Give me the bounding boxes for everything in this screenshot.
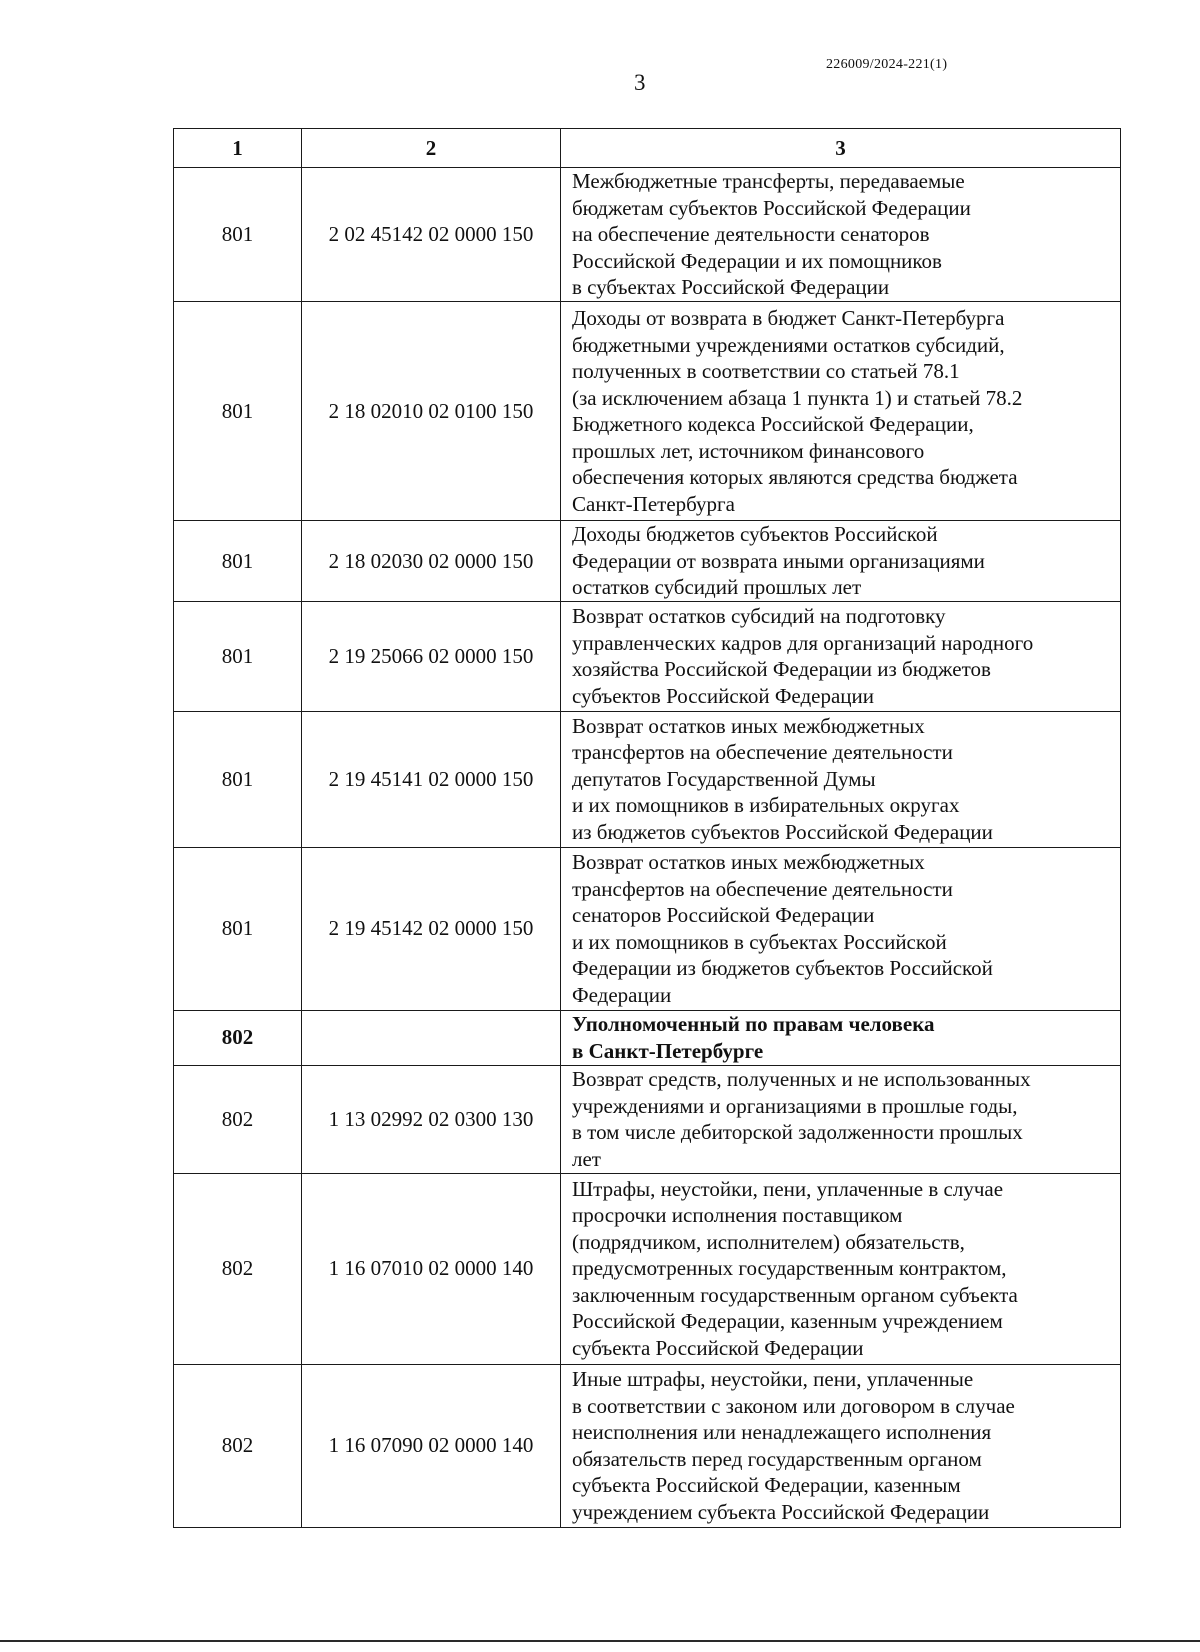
admin-code-cell: 801 [174, 601, 302, 711]
admin-code-cell: 802 [174, 1364, 302, 1527]
column-header-2: 2 [302, 129, 561, 168]
section-title-cell: Уполномоченный по правам человека в Санкт-Петербурге [561, 1010, 1121, 1065]
admin-code-cell: 801 [174, 521, 302, 602]
document-registration-number: 226009/2024-221(1) [826, 57, 948, 72]
admin-code-cell: 801 [174, 711, 302, 847]
table-row [174, 1065, 1121, 1173]
table-row [174, 168, 1121, 302]
revenue-code-cell: 2 19 45142 02 0000 150 [302, 847, 561, 1010]
admin-code-cell: 802 [174, 1010, 302, 1065]
revenue-code-cell: 2 02 45142 02 0000 150 [302, 168, 561, 302]
table-row [174, 847, 1121, 1010]
description-cell: Возврат остатков субсидий на подготовку управленческих кадров для организаций народного хозяйства Российской Федерации из бюджетов субъектов Российской Федерации [561, 601, 1121, 711]
table-row [174, 302, 1121, 521]
table-row [174, 601, 1121, 711]
description-cell: Возврат остатков иных межбюджетных трансфертов на обеспечение деятельности депутатов Государственной Думы и их помощников в избирательных округах из бюджетов субъектов Российской Федерации [561, 711, 1121, 847]
revenue-code-cell: 2 18 02010 02 0100 150 [302, 302, 561, 521]
revenue-code-cell: 1 13 02992 02 0300 130 [302, 1065, 561, 1173]
admin-code-cell: 801 [174, 302, 302, 521]
description-cell: Межбюджетные трансферты, передаваемые бюджетам субъектов Российской Федерации на обеспечение деятельности сенаторов Российской Федерации и их помощников в субъектах Российской Федерации [561, 168, 1121, 302]
description-cell: Штрафы, неустойки, пени, уплаченные в случае просрочки исполнения поставщиком (подрядчиком, исполнителем) обязательств, предусмотренных государственным контрактом, заключенным государственным органом субъекта Российской Федерации, казенным учреждением субъекта Российской Федерации [561, 1173, 1121, 1364]
table-row [174, 1364, 1121, 1527]
revenue-code-cell: 2 19 45141 02 0000 150 [302, 711, 561, 847]
revenue-code-cell: 1 16 07090 02 0000 140 [302, 1364, 561, 1527]
description-cell: Доходы бюджетов субъектов Российской Федерации от возврата иными организациями остатков субсидий прошлых лет [561, 521, 1121, 602]
revenue-code-cell: 2 19 25066 02 0000 150 [302, 601, 561, 711]
description-cell: Возврат средств, полученных и не использованных учреждениями и организациями в прошлые годы, в том числе дебиторской задолженности прошлых лет [561, 1065, 1121, 1173]
revenue-code-cell [302, 1010, 561, 1065]
revenue-code-cell: 2 18 02030 02 0000 150 [302, 521, 561, 602]
scan-bottom-edge-line [0, 1640, 1200, 1642]
page-number: 3 [634, 70, 646, 95]
description-cell: Доходы от возврата в бюджет Санкт-Петербурга бюджетными учреждениями остатков субсидий, полученных в соответствии со статьей 78.1 (за исключением абзаца 1 пункта 1) и статьей 78.2 Бюджетного кодекса Российской Федерации, прошлых лет, источником финансового обеспечения которых являются средства бюджета Санкт-Петербурга [561, 302, 1121, 521]
admin-code-cell: 801 [174, 847, 302, 1010]
admin-code-cell: 802 [174, 1065, 302, 1173]
admin-code-cell: 802 [174, 1173, 302, 1364]
revenue-code-cell: 1 16 07010 02 0000 140 [302, 1173, 561, 1364]
table-header-row [174, 129, 1121, 168]
column-header-3: 3 [561, 129, 1121, 168]
column-header-1: 1 [174, 129, 302, 168]
table-row [174, 1173, 1121, 1364]
table-row [174, 711, 1121, 847]
description-cell: Иные штрафы, неустойки, пени, уплаченные в соответствии с законом или договором в случае неисполнения или ненадлежащего исполнения обязательств перед государственным органом субъекта Российской Федерации, казенным учреждением субъекта Российской Федерации [561, 1364, 1121, 1527]
table-row [174, 521, 1121, 602]
table-row-section-header [174, 1010, 1121, 1065]
description-cell: Возврат остатков иных межбюджетных трансфертов на обеспечение деятельности сенаторов Российской Федерации и их помощников в субъектах Российской Федерации из бюджетов субъектов Российской Федерации [561, 847, 1121, 1010]
admin-code-cell: 801 [174, 168, 302, 302]
budget-codes-table [173, 128, 1121, 1528]
